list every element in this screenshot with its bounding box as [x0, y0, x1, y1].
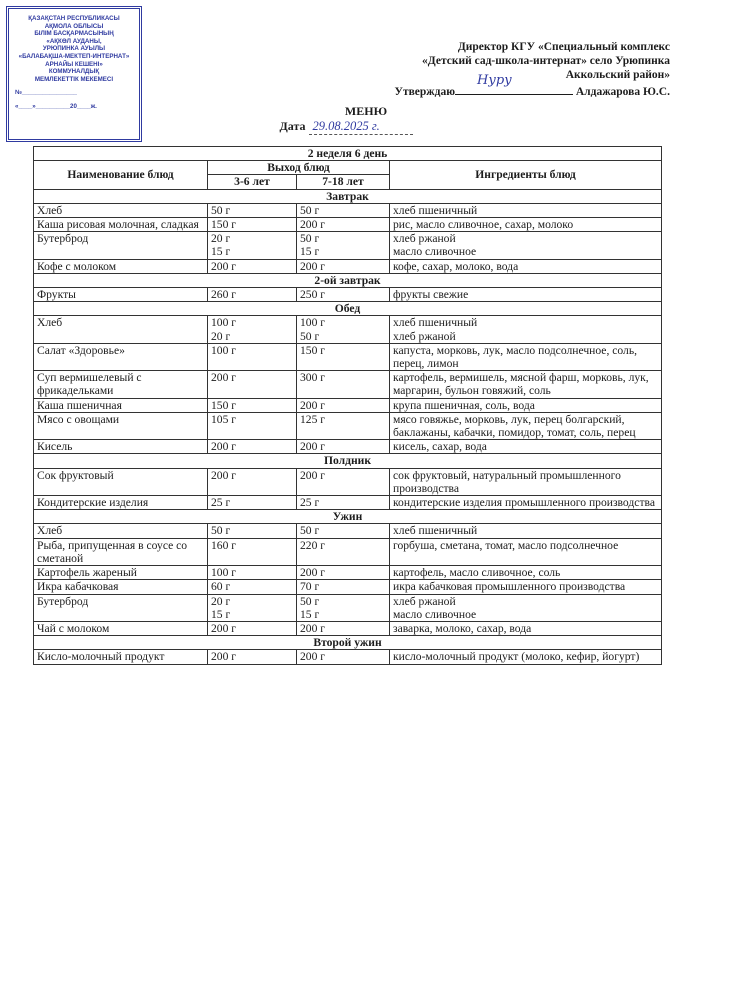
approval-line-3: Аккольский район» [565, 69, 670, 81]
header-row [34, 161, 662, 175]
table-row [34, 218, 662, 232]
output-3-6 [208, 496, 297, 510]
table-row [34, 316, 662, 343]
cell-line: 70 г [300, 580, 320, 594]
stamp-line: МЕМЛЕКЕТТІК МЕКЕМЕСІ [34, 75, 114, 83]
date-row [280, 119, 413, 135]
ingredients [390, 538, 662, 565]
ingredients [390, 316, 662, 343]
cell-line: 20 г [211, 232, 231, 246]
output-3-6 [208, 232, 297, 259]
output-3-6 [208, 566, 297, 580]
section-title: Ужин [34, 510, 662, 524]
table-row [34, 538, 662, 565]
cell-line: 200 г [300, 566, 326, 580]
output-7-18 [297, 468, 390, 495]
date-label: Дата [279, 119, 306, 133]
ingredients [390, 621, 662, 635]
approver-name: Алдажарова Ю.С. [575, 86, 670, 98]
cell-line: 250 г [300, 288, 326, 302]
dish-name: Картофель жареный [34, 566, 208, 580]
table-row [34, 398, 662, 412]
cell-line: 200 г [211, 440, 237, 454]
date-value: 29.08.2025 г. [309, 119, 413, 135]
ingredients [390, 371, 662, 398]
table-row [34, 580, 662, 594]
ingredients [390, 232, 662, 259]
output-7-18 [297, 288, 390, 302]
cell-line: кофе, сахар, молоко, вода [393, 259, 519, 273]
cell-line: 300 г [300, 371, 326, 385]
table-row [34, 468, 662, 495]
cell-line: 100 г [300, 316, 326, 330]
output-3-6 [208, 621, 297, 635]
dish-name: Хлеб [34, 524, 208, 538]
dish-name: Кондитерские изделия [34, 496, 208, 510]
cell-line: 20 г [211, 329, 231, 343]
output-3-6 [208, 203, 297, 217]
cell-line: 50 г [211, 203, 231, 217]
cell-line: кисель, сахар, вода [393, 440, 487, 454]
menu-table [33, 146, 662, 665]
page-title: МЕНЮ [344, 104, 388, 118]
table-row [34, 440, 662, 454]
title-block [0, 104, 732, 135]
ingredients [390, 343, 662, 370]
ingredients [390, 440, 662, 454]
output-7-18 [297, 203, 390, 217]
cell-line: масло сливочное [393, 607, 477, 621]
output-7-18 [297, 316, 390, 343]
table-row [34, 259, 662, 273]
cell-line: 200 г [300, 621, 326, 635]
output-7-18 [297, 496, 390, 510]
cell-line: кондитерские изделия промышленного производства [393, 496, 655, 510]
cell-line: 200 г [211, 650, 237, 664]
cell-line: кисло-молочный продукт (молоко, кефир, йогурт) [393, 650, 640, 664]
cell-line: хлеб ржаной [393, 594, 456, 608]
cell-line: 15 г [300, 245, 320, 259]
table-row [34, 566, 662, 580]
dish-name: Бутерброд [34, 232, 208, 259]
table-row [34, 203, 662, 217]
cell-line: 150 г [300, 343, 326, 357]
ingredients [390, 468, 662, 495]
cell-line: заварка, молоко, сахар, вода [393, 621, 532, 635]
ingredients [390, 288, 662, 302]
stamp-line: УРЮПИНКА АУЫЛЫ [42, 45, 106, 53]
cell-line: 25 г [211, 496, 231, 510]
cell-line: 220 г [300, 538, 326, 552]
cell-line: сок фруктовый, натуральный промышленного производства [393, 468, 621, 495]
ingredients [390, 203, 662, 217]
ingredients [390, 650, 662, 664]
cell-line: 200 г [211, 259, 237, 273]
ingredients [390, 580, 662, 594]
cell-line: 150 г [211, 218, 237, 232]
signature-line [455, 73, 573, 95]
menu-body [34, 189, 662, 664]
output-3-6 [208, 371, 297, 398]
stamp-line: ҚАЗАҚСТАН РЕСПУБЛИКАСЫ [28, 15, 120, 22]
stamp-line: «АҚКӨЛ АУДАНЫ, [46, 37, 102, 45]
week-day-row [34, 147, 662, 161]
dish-name: Салат «Здоровье» [34, 343, 208, 370]
cell-line: 100 г [211, 316, 237, 330]
output-3-6 [208, 259, 297, 273]
output-3-6 [208, 524, 297, 538]
output-7-18 [297, 594, 390, 621]
cell-line: 200 г [300, 218, 326, 232]
cell-line: 25 г [300, 496, 320, 510]
output-3-6 [208, 440, 297, 454]
stamp-line: КОММУНАЛДЫҚ [48, 68, 100, 76]
output-3-6 [208, 218, 297, 232]
output-7-18 [297, 232, 390, 259]
cell-line: 260 г [211, 288, 237, 302]
section-row [34, 454, 662, 468]
cell-line: 15 г [300, 607, 320, 621]
table-row [34, 621, 662, 635]
cell-line: картофель, масло сливочное, соль [393, 566, 561, 580]
col-age-7-18: 7-18 лет [297, 175, 390, 189]
ingredients [390, 412, 662, 439]
signature: Нуру [477, 73, 512, 88]
cell-line: 100 г [211, 343, 237, 357]
approve-label: Утверждаю [394, 86, 455, 98]
section-title: Полдник [34, 454, 662, 468]
output-7-18 [297, 650, 390, 664]
cell-line: 20 г [211, 594, 231, 608]
cell-line: 150 г [211, 398, 237, 412]
cell-line: 200 г [300, 259, 326, 273]
dish-name: Суп вермишелевый с фрикадельками [34, 371, 208, 398]
approval-block [290, 40, 670, 99]
col-age-3-6: 3-6 лет [208, 175, 297, 189]
ingredients [390, 398, 662, 412]
dish-name: Хлеб [34, 316, 208, 343]
table-row [34, 371, 662, 398]
cell-line: хлеб пшеничный [393, 316, 478, 330]
cell-line: хлеб ржаной [393, 232, 456, 246]
section-title: Завтрак [34, 189, 662, 203]
output-7-18 [297, 398, 390, 412]
dish-name: Рыба, припущенная в соусе со сметаной [34, 538, 208, 565]
stamp-line: АРНАЙЫ КЕШЕНІ» [45, 60, 103, 68]
dish-name: Чай с молоком [34, 621, 208, 635]
ingredients [390, 566, 662, 580]
output-7-18 [297, 259, 390, 273]
output-7-18 [297, 566, 390, 580]
output-7-18 [297, 218, 390, 232]
dish-name: Кисель [34, 440, 208, 454]
table-row [34, 496, 662, 510]
section-row [34, 189, 662, 203]
ingredients [390, 218, 662, 232]
section-row [34, 510, 662, 524]
cell-line: 50 г [211, 524, 231, 538]
cell-line: 50 г [300, 594, 320, 608]
approval-line-2: «Детский сад-школа-интернат» село Урюпинка [422, 55, 670, 67]
cell-line: горбуша, сметана, томат, масло подсолнечное [393, 538, 619, 552]
stamp-date-line: «____»__________20____ж. [15, 102, 97, 110]
cell-line: масло сливочное [393, 245, 477, 259]
dish-name: Кисло-молочный продукт [34, 650, 208, 664]
stamp-number-line: №________________ [15, 89, 77, 97]
output-7-18 [297, 343, 390, 370]
section-row [34, 273, 662, 287]
output-3-6 [208, 288, 297, 302]
output-7-18 [297, 580, 390, 594]
section-title: Второй ужин [34, 636, 662, 650]
output-3-6 [208, 538, 297, 565]
output-3-6 [208, 580, 297, 594]
dish-name: Хлеб [34, 203, 208, 217]
stamp-line: АҚМОЛА ОБЛЫСЫ [44, 22, 104, 30]
approval-line-1: Директор КГУ «Специальный комплекс [457, 41, 670, 53]
cell-line: 50 г [300, 203, 320, 217]
table-row [34, 343, 662, 370]
dish-name: Каша пшеничная [34, 398, 208, 412]
table-row [34, 594, 662, 621]
dish-name: Сок фруктовый [34, 468, 208, 495]
stamp-text [11, 15, 137, 83]
section-row [34, 302, 662, 316]
output-3-6 [208, 468, 297, 495]
output-7-18 [297, 440, 390, 454]
table-row [34, 288, 662, 302]
cell-line: икра кабачковая промышленного производства [393, 580, 626, 594]
ingredients [390, 259, 662, 273]
dish-name: Кофе с молоком [34, 259, 208, 273]
output-3-6 [208, 343, 297, 370]
col-output-header: Выход блюд [208, 161, 390, 175]
cell-line: 15 г [211, 245, 231, 259]
cell-line: 160 г [211, 538, 237, 552]
cell-line: 50 г [300, 524, 320, 538]
col-ingredients-header: Ингредиенты блюд [390, 161, 662, 189]
table-row [34, 650, 662, 664]
dish-name: Бутерброд [34, 594, 208, 621]
cell-line: 60 г [211, 580, 231, 594]
output-7-18 [297, 524, 390, 538]
cell-line: 100 г [211, 566, 237, 580]
dish-name: Икра кабачковая [34, 580, 208, 594]
cell-line: фрукты свежие [393, 288, 469, 302]
output-3-6 [208, 594, 297, 621]
cell-line: 105 г [211, 412, 237, 426]
cell-line: хлеб пшеничный [393, 203, 478, 217]
cell-line: картофель, вермишель, мясной фарш, морковь, лук, маргарин, бульон говяжий, соль [393, 371, 649, 398]
cell-line: хлеб пшеничный [393, 524, 478, 538]
output-3-6 [208, 650, 297, 664]
cell-line: 200 г [300, 468, 326, 482]
dish-name: Фрукты [34, 288, 208, 302]
cell-line: мясо говяжье, морковь, лук, перец болгарский, баклажаны, кабачки, помидор, томат, соль, перец [393, 412, 636, 440]
dish-name: Каша рисовая молочная, сладкая [34, 218, 208, 232]
section-title: Обед [34, 302, 662, 316]
output-7-18 [297, 371, 390, 398]
table-row [34, 524, 662, 538]
week-day: 2 неделя 6 день [34, 147, 662, 161]
ingredients [390, 496, 662, 510]
cell-line: 200 г [300, 398, 326, 412]
output-3-6 [208, 398, 297, 412]
cell-line: 200 г [211, 371, 237, 385]
output-7-18 [297, 538, 390, 565]
cell-line: 200 г [211, 468, 237, 482]
cell-line: 50 г [300, 232, 320, 246]
cell-line: крупа пшеничная, соль, вода [393, 398, 535, 412]
table-row [34, 232, 662, 259]
output-7-18 [297, 621, 390, 635]
cell-line: 200 г [300, 650, 326, 664]
output-7-18 [297, 412, 390, 439]
stamp-line: БІЛІМ БАСҚАРМАСЫНЫҢ [34, 30, 114, 38]
cell-line: 50 г [300, 329, 320, 343]
cell-line: рис, масло сливочное, сахар, молоко [393, 218, 574, 232]
cell-line: капуста, морковь, лук, масло подсолнечное, соль, перец, лимон [393, 343, 638, 371]
section-title: 2-ой завтрак [34, 273, 662, 287]
cell-line: 200 г [211, 621, 237, 635]
dish-name: Мясо с овощами [34, 412, 208, 439]
cell-line: 125 г [300, 412, 326, 426]
output-3-6 [208, 316, 297, 343]
cell-line: хлеб ржаной [393, 329, 456, 343]
table-row [34, 412, 662, 439]
stamp-line: «БАЛАБАҚША-МЕКТЕП-ИНТЕРНАТ» [18, 52, 130, 60]
ingredients [390, 524, 662, 538]
section-row [34, 636, 662, 650]
cell-line: 15 г [211, 607, 231, 621]
output-3-6 [208, 412, 297, 439]
ingredients [390, 594, 662, 621]
cell-line: 200 г [300, 440, 326, 454]
col-dish-header: Наименование блюд [34, 161, 208, 189]
